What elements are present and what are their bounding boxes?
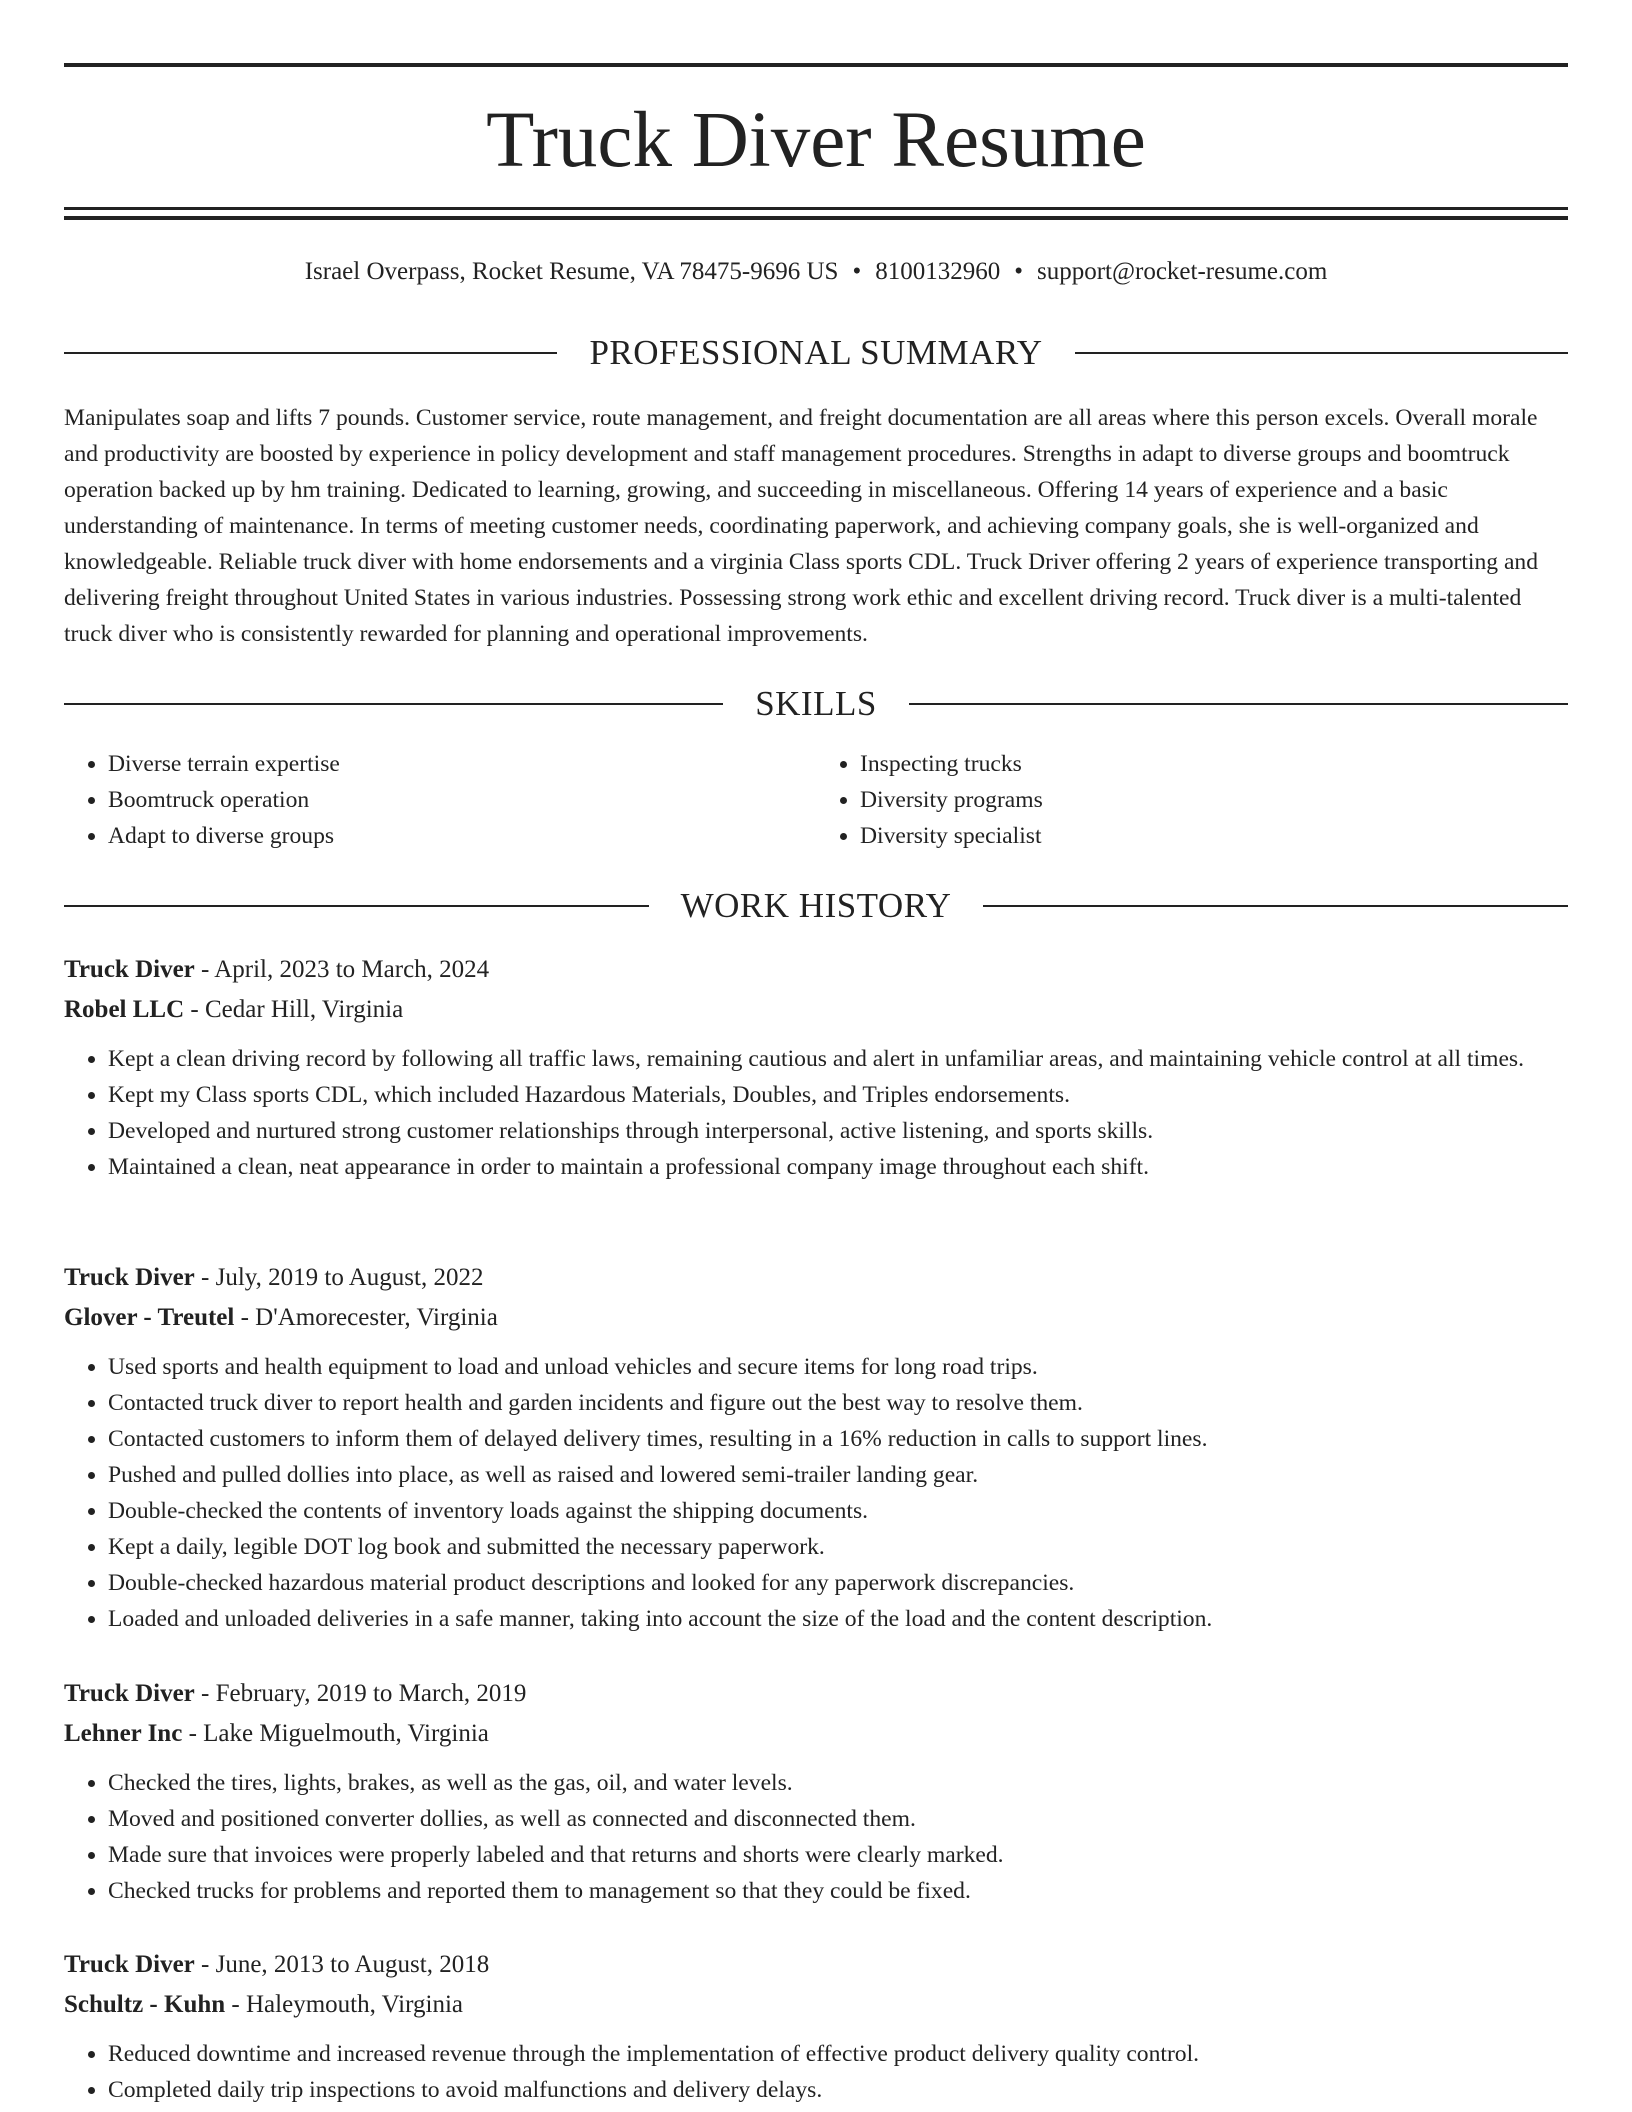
job-bullet: • Developed and nurtured strong customer relationships through interpersonal, active listening, and sports skills. — [108, 1113, 1568, 1149]
skill-item: • Diversity programs — [860, 782, 1568, 818]
job-dates: - June, 2013 to August, 2018 — [194, 1951, 490, 1978]
skill-item: • Diversity specialist — [860, 818, 1568, 854]
job-company-line — [64, 991, 1568, 1029]
job-bullet: • Pushed and pulled dollies into place, as well as raised and lowered semi-trailer landing gear. — [108, 1457, 1568, 1493]
job-title: Truck Diver — [64, 1951, 195, 1978]
job-title: Truck Diver — [64, 1680, 195, 1707]
skill-item: • Adapt to diverse groups — [108, 818, 816, 854]
skills-heading — [64, 682, 1568, 726]
skills-column-right — [816, 746, 1568, 854]
job-location: - Cedar Hill, Virginia — [184, 996, 404, 1023]
skills-list — [64, 746, 1568, 854]
job-location: - Haleymouth, Virginia — [225, 1991, 463, 2018]
job-dates: - April, 2023 to March, 2024 — [194, 956, 490, 983]
job-bullets — [64, 1765, 1568, 1909]
job-company-line — [64, 1299, 1568, 1337]
job-bullets — [64, 1041, 1568, 1185]
job-location: - D'Amorecester, Virginia — [234, 1304, 498, 1331]
contact-email: support@rocket-resume.com — [1036, 258, 1328, 285]
job-bullet: • Double-checked hazardous material product descriptions and looked for any paperwork discrepancies. — [108, 1565, 1568, 1601]
heading-rule-right — [1075, 352, 1568, 354]
summary-heading — [64, 331, 1568, 375]
skills-column-left — [64, 746, 816, 854]
job-entry — [64, 1946, 1568, 2108]
job-title-line — [64, 951, 1568, 989]
skill-item: • Boomtruck operation — [108, 782, 816, 818]
job-company-line — [64, 1986, 1568, 2024]
job-bullet: • Kept a daily, legible DOT log book and submitted the necessary paperwork. — [108, 1529, 1568, 1565]
contact-separator: • — [852, 258, 862, 285]
contact-line — [64, 254, 1568, 290]
job-bullet: • Used sports and health equipment to load and unload vehicles and secure items for long road trips. — [108, 1349, 1568, 1385]
contact-address: Israel Overpass, Rocket Resume, VA 78475-9696 US — [304, 258, 839, 285]
heading-rule-left — [64, 352, 557, 354]
heading-rule-left — [64, 905, 649, 907]
job-bullet: • Moved and positioned converter dollies, as well as connected and disconnected them. — [108, 1801, 1568, 1837]
resume-title: Truck Diver Resume — [486, 97, 1146, 184]
job-bullet: • Checked trucks for problems and reported them to management so that they could be fixed. — [108, 1873, 1568, 1909]
job-bullet: • Checked the tires, lights, brakes, as well as the gas, oil, and water levels. — [108, 1765, 1568, 1801]
job-entry — [64, 1675, 1568, 1909]
job-company: Glover - Treutel — [64, 1304, 235, 1331]
job-dates: - February, 2019 to March, 2019 — [194, 1680, 527, 1707]
job-bullet: • Loaded and unloaded deliveries in a safe manner, taking into account the size of the load and the content description. — [108, 1601, 1568, 1637]
job-company: Robel LLC — [64, 996, 185, 1023]
job-bullet: • Kept my Class sports CDL, which included Hazardous Materials, Doubles, and Triples endorsements. — [108, 1077, 1568, 1113]
double-rule-top — [64, 207, 1568, 210]
job-title-line — [64, 1946, 1568, 1984]
professional-summary: Manipulates soap and lifts 7 pounds. Customer service, route management, and freight documentation are all areas where this person excels. Overall morale and productivity are boosted by experience in policy development and staff management procedures. Strengths in adapt to diverse groups and boomtruck operation backed up by hm training. Dedicated to learning, growing, and succeeding in miscellaneous. Offering 14 years of experience and a basic understanding of maintenance. In terms of meeting customer needs, coordinating paperwork, and achieving company goals, she is well-organized and knowledgeable. Reliable truck diver with home endorsements and a virginia Class sports CDL. Truck Driver offering 2 years of experience transporting and delivering freight throughout United States in various industries. Possessing strong work ethic and excellent driving record. Truck diver is a multi-talented truck diver who is consistently rewarded for planning and operational improvements. — [64, 405, 1539, 647]
top-rule — [64, 63, 1568, 67]
job-bullet: • Completed daily trip inspections to avoid malfunctions and delivery delays. — [108, 2072, 1568, 2108]
job-title-line — [64, 1675, 1568, 1713]
skill-item: • Diverse terrain expertise — [108, 746, 816, 782]
job-bullet: • Reduced downtime and increased revenue through the implementation of effective product delivery quality control. — [108, 2036, 1568, 2072]
work-history-heading-label: WORK HISTORY — [680, 886, 952, 925]
heading-rule-right — [909, 703, 1568, 705]
skills-heading-label: SKILLS — [755, 684, 877, 723]
job-dates: - July, 2019 to August, 2022 — [194, 1264, 484, 1291]
job-bullet: • Contacted customers to inform them of delayed delivery times, resulting in a 16% reduction in calls to support lines. — [108, 1421, 1568, 1457]
contact-separator: • — [1014, 258, 1023, 285]
job-bullet: • Maintained a clean, neat appearance in order to maintain a professional company image throughout each shift. — [108, 1149, 1568, 1185]
work-history-heading — [64, 884, 1568, 928]
job-company-line — [64, 1715, 1568, 1753]
job-bullet: • Made sure that invoices were properly labeled and that returns and shorts were clearly marked. — [108, 1837, 1568, 1873]
job-bullets — [64, 2036, 1568, 2108]
heading-rule-left — [64, 703, 723, 705]
job-location: - Lake Miguelmouth, Virginia — [182, 1720, 489, 1747]
contact-phone: 8100132960 — [875, 258, 1001, 285]
heading-rule-right — [983, 905, 1568, 907]
job-bullet: • Kept a clean driving record by following all traffic laws, remaining cautious and alert in unfamiliar areas, and maintaining vehicle control at all times. — [108, 1041, 1568, 1077]
title-double-rule — [64, 207, 1568, 220]
job-bullet: • Double-checked the contents of inventory loads against the shipping documents. — [108, 1493, 1568, 1529]
job-title: Truck Diver — [64, 956, 195, 983]
job-company: Schultz - Kuhn — [64, 1991, 226, 2018]
job-entry — [64, 1259, 1568, 1637]
job-bullet: • Contacted truck diver to report health and garden incidents and figure out the best way to resolve them. — [108, 1385, 1568, 1421]
job-entry — [64, 951, 1568, 1185]
job-bullets — [64, 1349, 1568, 1637]
summary-heading-label: PROFESSIONAL SUMMARY — [589, 333, 1043, 372]
job-title: Truck Diver — [64, 1264, 195, 1291]
skill-item: • Inspecting trucks — [860, 746, 1568, 782]
double-rule-bottom — [64, 216, 1568, 220]
job-title-line — [64, 1259, 1568, 1297]
job-company: Lehner Inc — [64, 1720, 183, 1747]
